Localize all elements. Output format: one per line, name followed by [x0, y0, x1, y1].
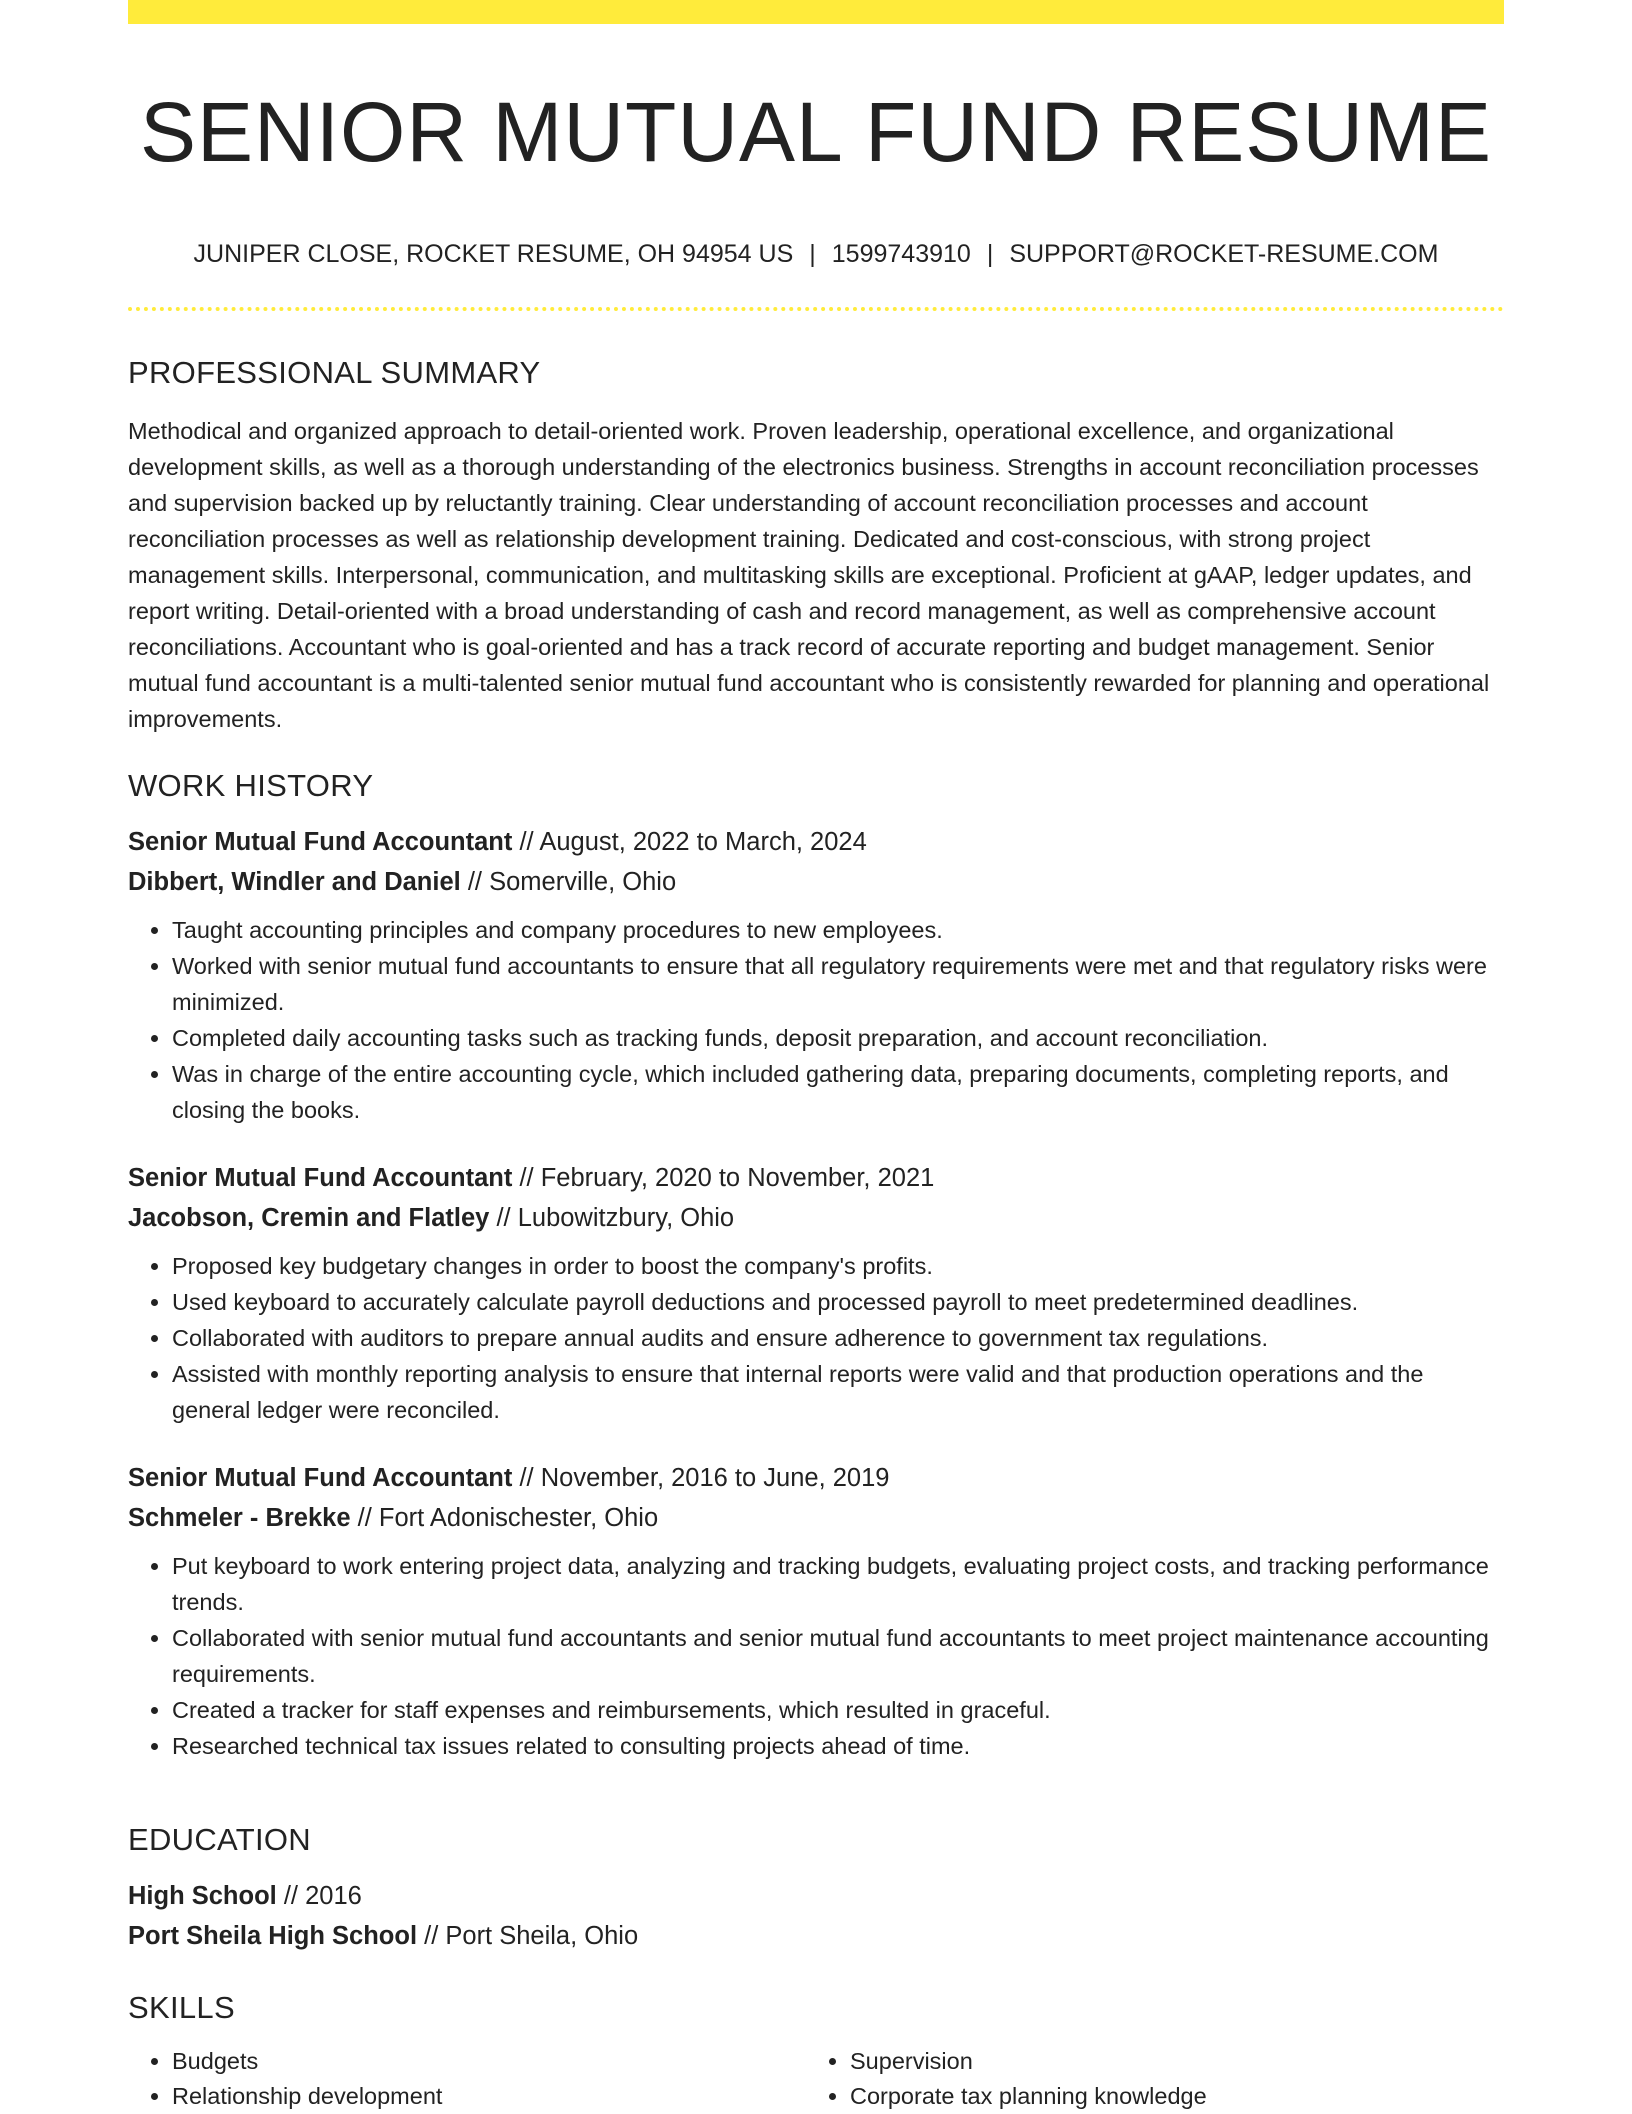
contact-email: SUPPORT@ROCKET-RESUME.COM	[1009, 240, 1439, 268]
header-divider	[128, 307, 1504, 311]
list-item: • Researched technical tax issues related to consulting projects ahead of time.	[172, 1728, 1504, 1764]
education-location: // Port Sheila, Ohio	[424, 1922, 639, 1950]
job-dates: // November, 2016 to June, 2019	[519, 1464, 890, 1492]
work-history-section	[128, 768, 1504, 1764]
list-item: • Collaborated with senior mutual fund accountants and senior mutual fund accountants to meet project maintenance accounting requirements.	[172, 1620, 1504, 1692]
job-location: // Fort Adonischester, Ohio	[357, 1504, 659, 1532]
contact-separator: |	[809, 240, 816, 268]
job-role: Senior Mutual Fund Accountant	[128, 828, 513, 856]
education-year: // 2016	[283, 1882, 362, 1910]
education-degree-line	[128, 1876, 1504, 1916]
job-role-line	[128, 822, 1504, 862]
job-entry	[128, 822, 1504, 1128]
job-company-line	[128, 862, 1504, 902]
resume-title: SENIOR MUTUAL FUND RESUME	[140, 85, 1492, 179]
job-entry	[128, 1158, 1504, 1428]
education-school: Port Sheila High School	[128, 1922, 418, 1950]
skill-item: • Supervision	[850, 2044, 1484, 2079]
list-item: • Used keyboard to accurately calculate payroll deductions and processed payroll to meet predetermined deadlines.	[172, 1284, 1504, 1320]
job-bullets	[128, 1248, 1504, 1428]
contact-address: JUNIPER CLOSE, ROCKET RESUME, OH 94954 US	[193, 240, 794, 268]
job-company: Schmeler - Brekke	[128, 1504, 351, 1532]
job-bullets	[128, 912, 1504, 1128]
section-title-education: EDUCATION	[128, 1822, 311, 1857]
contact-separator: |	[986, 240, 994, 268]
skill-item: • Corporate tax planning knowledge	[850, 2079, 1484, 2114]
skills-list-left	[128, 2044, 806, 2114]
section-title-summary: PROFESSIONAL SUMMARY	[128, 355, 541, 390]
skill-item: • Relationship development	[172, 2079, 806, 2114]
job-role: Senior Mutual Fund Accountant	[128, 1164, 513, 1192]
education-degree: High School	[128, 1882, 277, 1910]
education-section	[128, 1822, 1504, 1956]
job-company-line	[128, 1498, 1504, 1538]
list-item: • Taught accounting principles and company procedures to new employees.	[172, 912, 1504, 948]
job-role-line	[128, 1158, 1504, 1198]
job-company: Dibbert, Windler and Daniel	[128, 868, 461, 896]
skills-list-right	[806, 2044, 1484, 2114]
job-company: Jacobson, Cremin and Flatley	[128, 1204, 490, 1232]
education-entry	[128, 1876, 1504, 1956]
job-role-line	[128, 1458, 1504, 1498]
accent-top-bar	[128, 0, 1504, 24]
section-title-skills: SKILLS	[128, 1990, 235, 2025]
summary-text: Methodical and organized approach to detail-oriented work. Proven leadership, operational excellence, and organizational development skills, as well as a thorough understanding of the electronics business. Strengths in account reconciliation processes and supervision backed up by reluctantly training. Clear understanding of account reconciliation processes and account reconciliation processes as well as relationship development training. Dedicated and cost-conscious, with strong project management skills. Interpersonal, communication, and multitasking skills are exceptional. Proficient at gAAP, ledger updates, and report writing. Detail-oriented with a broad understanding of cash and record management, as well as comprehensive account reconciliations. Accountant who is goal-oriented and has a track record of accurate reporting and budget management. Senior mutual fund accountant is a multi-talented senior mutual fund accountant who is consistently rewarded for planning and operational improvements.	[128, 418, 1490, 732]
job-dates: // August, 2022 to March, 2024	[519, 828, 867, 856]
job-entry	[128, 1458, 1504, 1764]
list-item: • Put keyboard to work entering project data, analyzing and tracking budgets, evaluating project costs, and tracking performance trends.	[172, 1548, 1504, 1620]
list-item: • Was in charge of the entire accounting cycle, which included gathering data, preparing documents, completing reports, and closing the books.	[172, 1056, 1504, 1128]
professional-summary-section	[128, 355, 1504, 737]
job-location: // Lubowitzbury, Ohio	[496, 1204, 735, 1232]
skill-item: • Budgets	[172, 2044, 806, 2079]
list-item: • Proposed key budgetary changes in order to boost the company's profits.	[172, 1248, 1504, 1284]
contact-line	[128, 236, 1504, 272]
skills-section	[128, 1990, 1504, 2114]
list-item: • Collaborated with auditors to prepare annual audits and ensure adherence to government tax regulations.	[172, 1320, 1504, 1356]
section-title-work: WORK HISTORY	[128, 768, 374, 803]
list-item: • Worked with senior mutual fund accountants to ensure that all regulatory requirements were met and that regulatory risks were minimized.	[172, 948, 1504, 1020]
skills-columns	[128, 2044, 1504, 2114]
contact-phone: 1599743910	[831, 240, 971, 268]
education-school-line	[128, 1916, 1504, 1956]
job-dates: // February, 2020 to November, 2021	[519, 1164, 935, 1192]
list-item: • Created a tracker for staff expenses and reimbursements, which resulted in graceful.	[172, 1692, 1504, 1728]
job-role: Senior Mutual Fund Accountant	[128, 1464, 513, 1492]
list-item: • Completed daily accounting tasks such as tracking funds, deposit preparation, and account reconciliation.	[172, 1020, 1504, 1056]
list-item: • Assisted with monthly reporting analysis to ensure that internal reports were valid and that production operations and the general ledger were reconciled.	[172, 1356, 1504, 1428]
job-location: // Somerville, Ohio	[467, 868, 677, 896]
job-bullets	[128, 1548, 1504, 1764]
job-company-line	[128, 1198, 1504, 1238]
